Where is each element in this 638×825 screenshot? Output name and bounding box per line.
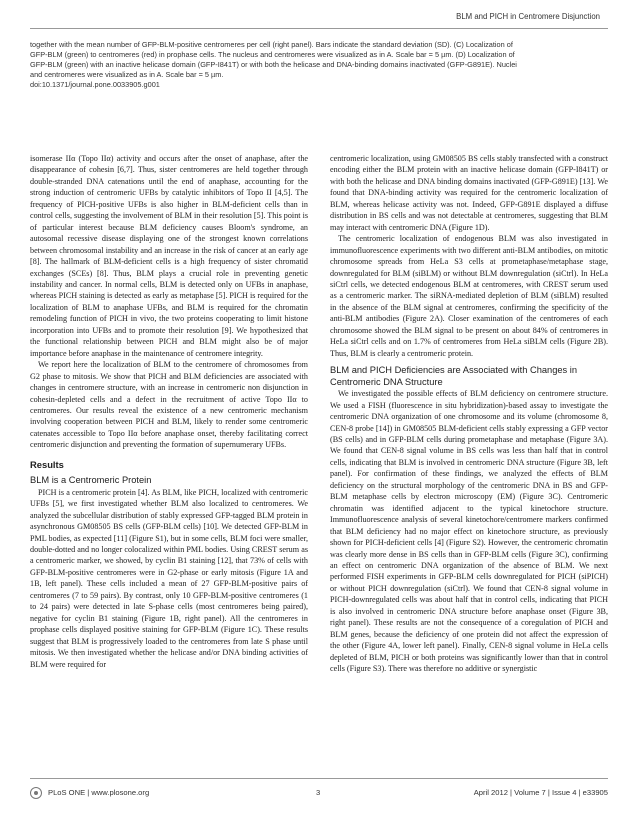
subsection-heading: BLM is a Centromeric Protein: [30, 475, 152, 486]
running-header-title: BLM and PICH in Centromere Disjunction: [456, 12, 600, 21]
figure-caption: [30, 40, 610, 90]
page-footer: [30, 785, 608, 807]
body-paragraph: centromeric localization, using GM08505 BS cells stably transfected with a construct encoding either the BLM protein with an inactive helicase domain (GFP-I841T) or with both the helicase and DNA binding domains inactivated (GFP-G891E) [13]. We found that DNA-binding activity was required for the centromeric localization of BLM, whereas helicase activity was not. Indeed, GFP-G891E displayed a diffuse distribution in BS cells and was not detectable at centromeres, suggesting that BLM may interact with centromeric DNA (Figure 1D).: [330, 154, 608, 232]
left-column: [30, 153, 308, 670]
subsection-heading: BLM and PICH Deficiencies are Associated with Changes in Centromeric DNA Structure: [330, 365, 578, 387]
header-divider: [30, 28, 608, 29]
body-paragraph: We investigated the possible effects of BLM deficiency on centromere structure. We used a FISH (fluorescence in situ hybridization)-based assay to investigate the centromeric DNA organization of one chromosome and its volume (chromosome 8, CEN-8 probe [14]) in GM08505 BLM-deficient cells stably expressing a GFP vector (BS cells) and in GFP-BLM cells during prometaphase and metaphase (Figure 3A). We found that CEN-8 signal volume in BS cells was less than half that in control cells, indicating that BLM is involved in centromeric DNA structure (Figure 3B, left panel). For confirmation of these findings, we analyzed the effects of BLM deficiency on the structural morphology of the centromeric DNA in BS and GFP-BLM metaphase cells by electron microscopy (EM) (Figure 3C). Centromeric chromatin was identified adjacent to the typical kinetochore structure. Immunofluorescence analysis of several kinetochore/centromere markers confirmed that BLM deficiency had no major effect on kinetochore structure, as previously shown for PICH-deficient cells [4] (Figure S2). However, the centromeric chromatin was clearly more dense in BS cells than in GFP-BLM cells (Figure 3C), confirming an effect on centromeric DNA organization of the absence of BLM. We next performed FISH experiments in GFP-BLM cells downregulated for PICH (siPICH) or without PICH downregulation (siCtrl). We found that CEN-8 signal volume in PICH-downregulated cells was about half that in control cells, indicating that PICH is also involved in centromeric DNA structure before anaphase onset (Figure 3B, right panel). These results are not the consequence of a coregulation of PICH and BLM genes, because the deficiency of one protein did not affect the expression of the other (Figure 4A, lower left panel). Finally, CEN-8 signal volume in HeLa cells depleted of BLM, PICH or both proteins was significantly lower than that in control cells (Figure S3). There was therefore no additive or synergistic: [330, 389, 608, 674]
footer-journal: PLoS ONE | www.plosone.org: [48, 788, 150, 797]
results-heading: Results: [30, 458, 64, 470]
body-paragraph: We report here the localization of BLM to the centromere of chromosomes from G2 phase to mitosis. We show that PICH and BLM deficiencies are associated with changes in centromere structure, with an increase in centromeric non disjunction in cohesin-depleted cells and a defect in the recruitment of active Topo IIα to centromeres. Our results reveal the existence of a new centromeric mechanism involving cooperation between PICH and BLM, likely to render some centromeric catenates accessible to Topo IIα before anaphase onset, thereby facilitating correct centromeric disjunction and preventing the formation of supernumerary UFBs.: [30, 360, 308, 450]
body-paragraph: isomerase IIα (Topo IIα) activity and occurs after the onset of anaphase, after the disappearance of cohesin [6,7]. Thus, sister centromeres are held together through double-stranded DNA catenations until the end of anaphase, accounting for the strong induction of centromeric UFBs by catalytic inhibitors of Topo II [4,5]. The frequency of PICH-positive UFBs is also higher in BLM-deficient cells than in control cells, suggesting the involvement of BLM in their resolution [5]. This point is of particular interest because BLM deficiency causes Bloom's syndrome, an autosomal recessive disease displaying one of the strongest known correlations between chromosomal instability and an increase in the risk of cancer at an early age [8]. The hallmark of BLM-deficient cells is a high frequency of sister chromatid exchanges (SCEs) [8]. Thus, BLM plays a crucial role in preventing genetic instability and cancer. In normal cells, BLM is detected only on UFBs in anaphase, whereas PICH staining is detected as early as metaphase [5]. PICH is required for the localization of BLM to anaphase UFBs, and BLM is required for the chromatin remodeling function of PICH in vivo, the two proteins cooperating to limit histone incorporation into UFBs and to promote their resolution [9]. We hypothesized that the functional relationship between PICH and BLM might also be of major importance before anaphase in the maintenance of centromere integrity.: [30, 154, 308, 358]
footer-issue-info: April 2012 | Volume 7 | Issue 4 | e33905: [473, 788, 608, 797]
caption-line: and centromeres were visualized as in A. Scale bar = 5 µm.: [30, 69, 224, 79]
footer-divider: [30, 778, 608, 779]
body-paragraph: The centromeric localization of endogenous BLM was also investigated in immunofluorescence experiments with two different anti-BLM antibodies, on mitotic chromosome spreads from HeLa S3 cells at prometaphase/metaphase stage, downregulated for BLM (siBLM) or without BLM downregulation (siCtrl). In HeLa siCtrl cells, we detected endogenous BLM at centromeres, with CREST serum used as a centromeric marker. The siRNA-mediated depletion of BLM (siBLM) resulted in the absence of the BLM signal at centromeres, confirming the specificity of the anti-BLM antibodies (Figure 2A). Closer examination of the centromeres of each chromosome showed the BLM signal to be present on about 84% of centromeres in HeLa siCtrl cells and on 1.7% of centromeres from HeLa siBLM cells (Figure 2B). Thus, BLM is clearly a centromeric protein.: [330, 234, 608, 358]
caption-doi: doi:10.1371/journal.pone.0033905.g001: [30, 79, 160, 89]
journal-logo-icon: [30, 787, 42, 799]
caption-line: together with the mean number of GFP-BLM-positive centromeres per cell (right panel). Bars indicate the standard deviation (SD). (C) Localization of: [30, 40, 513, 49]
caption-line: GFP-BLM (green) to centromeres (red) in prophase cells. The nucleus and centromeres were visualized as in A. Scale bar = 5 µm. (D) Localization of: [30, 49, 515, 59]
right-column: [330, 153, 608, 674]
page-number: 3: [316, 788, 321, 797]
body-paragraph: PICH is a centromeric protein [4]. As BLM, like PICH, localized with centromeric UFBs [5], we first investigated whether BLM also localized to centromeres. We analyzed the subcellular distribution of stably expressed GFP-tagged BLM protein in asynchronous GM08505 BS cells (GFP-BLM cells) [10]. We detected GFP-BLM in PML bodies, as expected [11] (Figure S1), but in some cells, BLM foci were smaller, double-dotted and no longer colocalized within PML bodies. Using CREST serum as a centromeric marker, we showed, by cyclin B1 staining [12], that 73% of cells with GFP-BLM-positive centromeres were in G2-phase or early mitosis (Figure 1A and 1B, left panel). These cells included a mean of 27 GFP-BLM-positive pairs of centromeres (7 to 59 pairs). By contrast, only 10 GFP-BLM-positive centromeres (1 to 24 pairs) were detected in late S-phase cells (most centromeres being paired), negative for cyclin B1 staining (Figure 1B, right panel). All the centromeres in prophase cells displayed positive staining for GFP-BLM (Figure 1C). These results suggest that BLM is progressively loaded to the centromeres from late S phase until mitosis. We then investigated whether the helicase and/or DNA binding activities of BLM were required for: [30, 487, 308, 669]
caption-line: GFP-BLM (green) with an inactive helicase domain (GFP-I841T) or with both the helicase and DNA-binding domains inactivated (GFP-G891E). Nuclei: [30, 59, 517, 69]
